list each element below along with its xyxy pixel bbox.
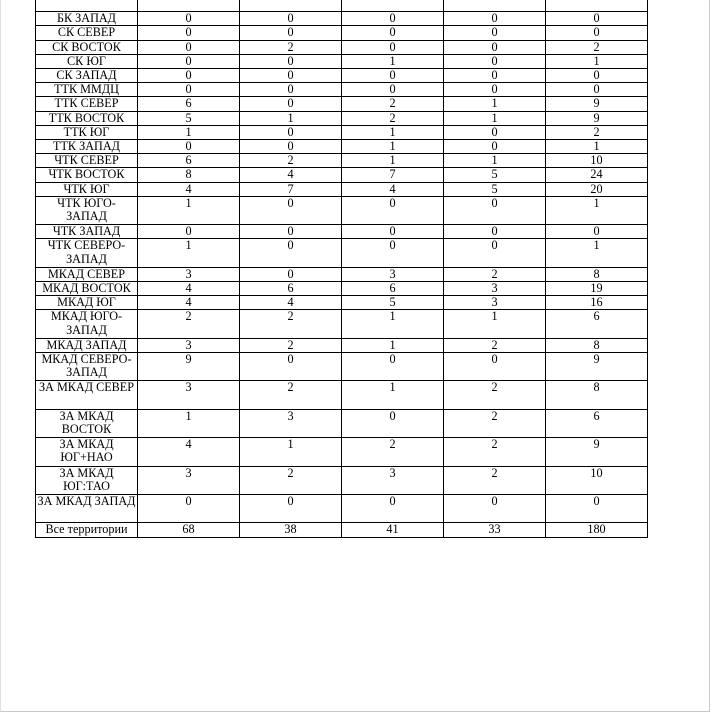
value-cell: 0 bbox=[138, 26, 240, 40]
value-cell: 38 bbox=[240, 523, 342, 537]
territory-name-cell: СК СЕВЕР bbox=[36, 26, 138, 40]
total-value-cell: 10 bbox=[546, 154, 648, 168]
value-cell: 2 bbox=[240, 154, 342, 168]
territory-name-cell: МКАД ЮГ bbox=[36, 296, 138, 310]
value-cell: 3 bbox=[444, 296, 546, 310]
value-cell: 3 bbox=[240, 409, 342, 437]
value-cell: 3 bbox=[138, 466, 240, 494]
total-value-cell: 2 bbox=[546, 40, 648, 54]
territory-name-cell bbox=[36, 0, 138, 12]
value-cell: 0 bbox=[240, 140, 342, 154]
table-row bbox=[36, 225, 648, 239]
total-value-cell: 8 bbox=[546, 381, 648, 409]
value-cell: 0 bbox=[342, 239, 444, 267]
territory-name-cell: СК ЗАПАД bbox=[36, 69, 138, 83]
value-cell: 0 bbox=[444, 239, 546, 267]
table-row bbox=[36, 12, 648, 26]
territory-name-cell: ТТК ЗАПАД bbox=[36, 140, 138, 154]
table-row bbox=[36, 267, 648, 281]
value-cell: 0 bbox=[342, 40, 444, 54]
total-value-cell: 180 bbox=[546, 523, 648, 537]
value-cell: 0 bbox=[240, 26, 342, 40]
value-cell: 2 bbox=[444, 338, 546, 352]
value-cell: 3 bbox=[444, 282, 546, 296]
value-cell: 0 bbox=[342, 494, 444, 522]
value-cell: 0 bbox=[240, 196, 342, 224]
value-cell: 0 bbox=[240, 225, 342, 239]
value-cell: 2 bbox=[444, 409, 546, 437]
total-value-cell: 0 bbox=[546, 26, 648, 40]
table-row bbox=[36, 494, 648, 522]
territory-name-cell: ТТК ММДЦ bbox=[36, 83, 138, 97]
value-cell: 0 bbox=[444, 12, 546, 26]
territory-name-cell: ЧТК ВОСТОК bbox=[36, 168, 138, 182]
value-cell: 0 bbox=[342, 69, 444, 83]
value-cell bbox=[342, 0, 444, 12]
value-cell: 0 bbox=[342, 12, 444, 26]
value-cell: 0 bbox=[444, 83, 546, 97]
total-value-cell: 0 bbox=[546, 69, 648, 83]
territory-name-cell: СК ЮГ bbox=[36, 54, 138, 68]
value-cell: 3 bbox=[342, 267, 444, 281]
value-cell: 0 bbox=[138, 54, 240, 68]
table-row bbox=[36, 40, 648, 54]
territory-name-cell: БК ЗАПАД bbox=[36, 12, 138, 26]
value-cell: 7 bbox=[240, 182, 342, 196]
total-value-cell: 6 bbox=[546, 310, 648, 338]
value-cell: 1 bbox=[342, 381, 444, 409]
total-value-cell: 16 bbox=[546, 296, 648, 310]
value-cell: 0 bbox=[342, 196, 444, 224]
table-row bbox=[36, 97, 648, 111]
table-row bbox=[36, 140, 648, 154]
value-cell: 0 bbox=[444, 125, 546, 139]
value-cell: 1 bbox=[138, 409, 240, 437]
value-cell: 1 bbox=[444, 310, 546, 338]
total-value-cell: 0 bbox=[546, 225, 648, 239]
territory-name-cell: ЧТК ЮГ bbox=[36, 182, 138, 196]
table-row bbox=[36, 310, 648, 338]
value-cell: 0 bbox=[138, 140, 240, 154]
territory-name-cell: ЧТК СЕВЕРО-ЗАПАД bbox=[36, 239, 138, 267]
total-value-cell: 24 bbox=[546, 168, 648, 182]
value-cell: 1 bbox=[342, 338, 444, 352]
value-cell: 0 bbox=[240, 239, 342, 267]
value-cell: 0 bbox=[342, 225, 444, 239]
value-cell: 1 bbox=[342, 54, 444, 68]
value-cell: 1 bbox=[342, 125, 444, 139]
territory-name-cell: МКАД СЕВЕР bbox=[36, 267, 138, 281]
value-cell: 0 bbox=[342, 409, 444, 437]
territory-name-cell: МКАД ЮГО-ЗАПАД bbox=[36, 310, 138, 338]
territory-name-cell: ЧТК СЕВЕР bbox=[36, 154, 138, 168]
territory-name-cell: ЗА МКАД ЗАПАД bbox=[36, 494, 138, 522]
value-cell: 0 bbox=[138, 40, 240, 54]
value-cell: 2 bbox=[240, 381, 342, 409]
value-cell: 4 bbox=[240, 168, 342, 182]
territory-name-cell: ТТК СЕВЕР bbox=[36, 97, 138, 111]
table-row bbox=[36, 168, 648, 182]
territory-name-cell: МКАД ЗАПАД bbox=[36, 338, 138, 352]
total-value-cell: 6 bbox=[546, 409, 648, 437]
value-cell: 1 bbox=[240, 111, 342, 125]
table-row bbox=[36, 438, 648, 466]
value-cell: 0 bbox=[240, 97, 342, 111]
value-cell: 2 bbox=[342, 438, 444, 466]
value-cell: 2 bbox=[342, 111, 444, 125]
value-cell: 4 bbox=[138, 296, 240, 310]
total-value-cell: 2 bbox=[546, 125, 648, 139]
value-cell: 2 bbox=[444, 438, 546, 466]
total-value-cell: 20 bbox=[546, 182, 648, 196]
table-row bbox=[36, 381, 648, 409]
value-cell bbox=[138, 0, 240, 12]
table-row bbox=[36, 54, 648, 68]
table-body bbox=[36, 0, 648, 537]
value-cell: 6 bbox=[342, 282, 444, 296]
total-value-cell: 1 bbox=[546, 54, 648, 68]
table-row bbox=[36, 409, 648, 437]
table-row bbox=[36, 83, 648, 97]
value-cell: 7 bbox=[342, 168, 444, 182]
total-value-cell: 8 bbox=[546, 267, 648, 281]
territory-name-cell: МКАД СЕВЕРО-ЗАПАД bbox=[36, 353, 138, 381]
table-row bbox=[36, 282, 648, 296]
value-cell: 5 bbox=[444, 168, 546, 182]
table-row bbox=[36, 296, 648, 310]
value-cell: 2 bbox=[240, 466, 342, 494]
value-cell: 1 bbox=[138, 239, 240, 267]
value-cell: 0 bbox=[240, 125, 342, 139]
total-value-cell: 1 bbox=[546, 196, 648, 224]
value-cell: 1 bbox=[444, 97, 546, 111]
table-row bbox=[36, 196, 648, 224]
table-row bbox=[36, 353, 648, 381]
value-cell: 4 bbox=[240, 296, 342, 310]
value-cell: 0 bbox=[444, 225, 546, 239]
table-row bbox=[36, 111, 648, 125]
value-cell: 4 bbox=[138, 282, 240, 296]
value-cell: 0 bbox=[444, 54, 546, 68]
value-cell: 2 bbox=[444, 466, 546, 494]
value-cell: 1 bbox=[342, 310, 444, 338]
total-value-cell: 0 bbox=[546, 83, 648, 97]
table-row bbox=[36, 338, 648, 352]
table-row bbox=[36, 125, 648, 139]
value-cell: 0 bbox=[444, 40, 546, 54]
table-row bbox=[36, 69, 648, 83]
value-cell: 1 bbox=[342, 140, 444, 154]
value-cell: 4 bbox=[342, 182, 444, 196]
value-cell: 2 bbox=[138, 310, 240, 338]
value-cell: 0 bbox=[444, 196, 546, 224]
table-row bbox=[36, 0, 648, 12]
table-row bbox=[36, 239, 648, 267]
total-value-cell: 1 bbox=[546, 140, 648, 154]
territory-name-cell: ЧТК ЗАПАД bbox=[36, 225, 138, 239]
value-cell: 2 bbox=[342, 97, 444, 111]
territory-name-cell: СК ВОСТОК bbox=[36, 40, 138, 54]
value-cell: 3 bbox=[138, 338, 240, 352]
value-cell: 1 bbox=[240, 438, 342, 466]
value-cell: 0 bbox=[138, 83, 240, 97]
table-row bbox=[36, 26, 648, 40]
table-row bbox=[36, 154, 648, 168]
total-value-cell: 9 bbox=[546, 353, 648, 381]
value-cell: 6 bbox=[138, 154, 240, 168]
territory-name-cell: ЗА МКАД СЕВЕР bbox=[36, 381, 138, 409]
value-cell: 4 bbox=[138, 438, 240, 466]
value-cell: 2 bbox=[444, 267, 546, 281]
territory-name-cell: ТТК ВОСТОК bbox=[36, 111, 138, 125]
value-cell: 0 bbox=[444, 69, 546, 83]
value-cell: 4 bbox=[138, 182, 240, 196]
value-cell: 3 bbox=[342, 466, 444, 494]
value-cell: 0 bbox=[138, 494, 240, 522]
total-row bbox=[36, 523, 648, 537]
value-cell: 1 bbox=[342, 154, 444, 168]
value-cell: 0 bbox=[138, 12, 240, 26]
value-cell: 0 bbox=[444, 494, 546, 522]
territory-name-cell: ЗА МКАД ЮГ:ТАО bbox=[36, 466, 138, 494]
value-cell: 0 bbox=[240, 83, 342, 97]
value-cell: 2 bbox=[240, 40, 342, 54]
value-cell: 2 bbox=[240, 310, 342, 338]
value-cell bbox=[240, 0, 342, 12]
value-cell: 1 bbox=[138, 196, 240, 224]
total-value-cell: 10 bbox=[546, 466, 648, 494]
value-cell: 0 bbox=[240, 69, 342, 83]
territory-table bbox=[35, 0, 648, 538]
value-cell: 0 bbox=[240, 494, 342, 522]
table-row bbox=[36, 182, 648, 196]
value-cell: 0 bbox=[342, 83, 444, 97]
total-value-cell: 9 bbox=[546, 97, 648, 111]
value-cell: 5 bbox=[342, 296, 444, 310]
total-value-cell: 9 bbox=[546, 438, 648, 466]
value-cell: 2 bbox=[240, 338, 342, 352]
value-cell: 0 bbox=[444, 140, 546, 154]
value-cell: 6 bbox=[240, 282, 342, 296]
value-cell: 0 bbox=[444, 26, 546, 40]
value-cell: 33 bbox=[444, 523, 546, 537]
value-cell: 0 bbox=[138, 69, 240, 83]
table-row bbox=[36, 466, 648, 494]
value-cell: 5 bbox=[138, 111, 240, 125]
territory-name-cell: Все территории bbox=[36, 523, 138, 537]
value-cell: 0 bbox=[138, 225, 240, 239]
value-cell: 3 bbox=[138, 267, 240, 281]
value-cell: 0 bbox=[342, 353, 444, 381]
value-cell: 0 bbox=[444, 353, 546, 381]
value-cell: 1 bbox=[444, 154, 546, 168]
total-value-cell: 0 bbox=[546, 494, 648, 522]
value-cell: 0 bbox=[240, 54, 342, 68]
value-cell: 0 bbox=[240, 353, 342, 381]
value-cell: 5 bbox=[444, 182, 546, 196]
value-cell: 3 bbox=[138, 381, 240, 409]
territory-name-cell: МКАД ВОСТОК bbox=[36, 282, 138, 296]
value-cell: 9 bbox=[138, 353, 240, 381]
total-value-cell: 0 bbox=[546, 12, 648, 26]
value-cell: 8 bbox=[138, 168, 240, 182]
territory-name-cell: ЗА МКАД ВОСТОК bbox=[36, 409, 138, 437]
territory-name-cell: ЗА МКАД ЮГ+НАО bbox=[36, 438, 138, 466]
total-value-cell: 1 bbox=[546, 239, 648, 267]
territory-name-cell: ТТК ЮГ bbox=[36, 125, 138, 139]
value-cell: 0 bbox=[240, 267, 342, 281]
value-cell: 41 bbox=[342, 523, 444, 537]
value-cell: 0 bbox=[342, 26, 444, 40]
territory-name-cell: ЧТК ЮГО-ЗАПАД bbox=[36, 196, 138, 224]
total-value-cell: 8 bbox=[546, 338, 648, 352]
value-cell: 68 bbox=[138, 523, 240, 537]
value-cell: 6 bbox=[138, 97, 240, 111]
total-value-cell bbox=[546, 0, 648, 12]
total-value-cell: 9 bbox=[546, 111, 648, 125]
value-cell bbox=[444, 0, 546, 12]
value-cell: 2 bbox=[444, 381, 546, 409]
value-cell: 0 bbox=[240, 12, 342, 26]
total-value-cell: 19 bbox=[546, 282, 648, 296]
value-cell: 1 bbox=[444, 111, 546, 125]
value-cell: 1 bbox=[138, 125, 240, 139]
